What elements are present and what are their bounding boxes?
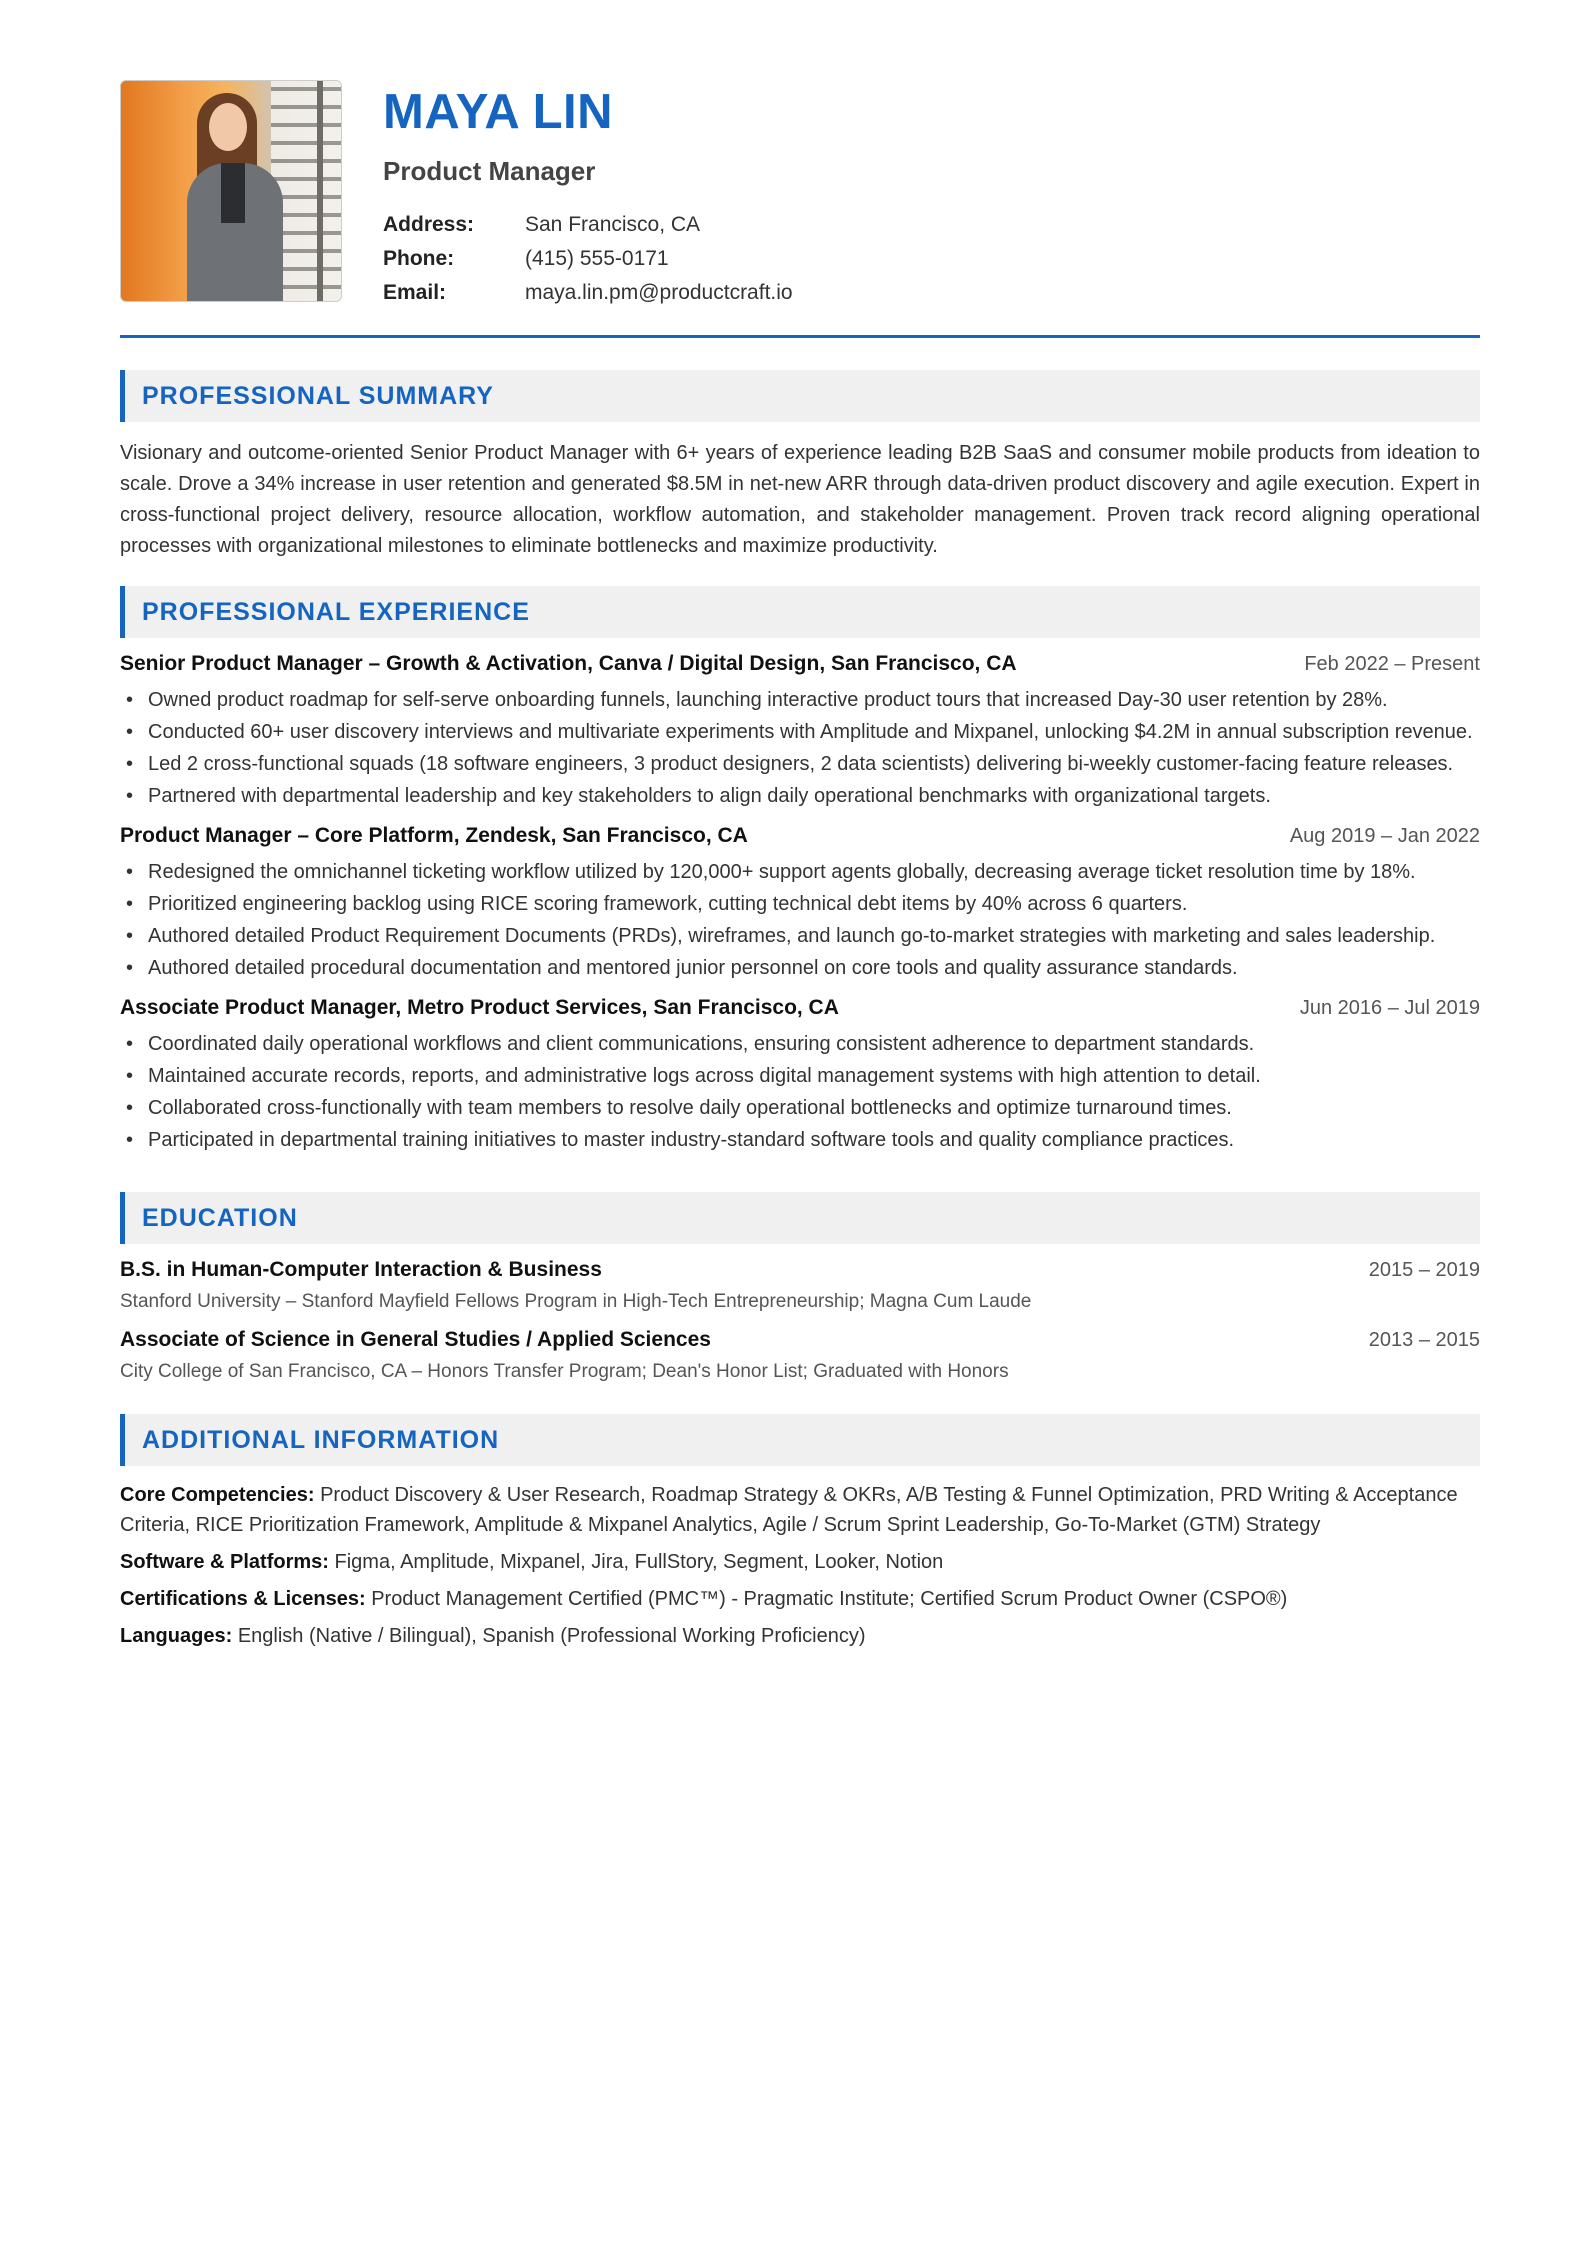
education-degree: B.S. in Human-Computer Interaction & Business	[120, 1258, 602, 1281]
additional-label: Software & Platforms:	[120, 1551, 329, 1573]
additional-item	[120, 1547, 1480, 1577]
job-bullets	[120, 1030, 1480, 1154]
job-bullets	[120, 858, 1480, 982]
additional-value: Figma, Amplitude, Mixpanel, Jira, FullStory, Segment, Looker, Notion	[334, 1551, 944, 1573]
additional-label: Certifications & Licenses:	[120, 1588, 366, 1610]
education-date: 2013 – 2015	[1368, 1329, 1480, 1351]
list-item: • Coordinated daily operational workflows and client communications, ensuring consistent adherence to department standards.	[120, 1030, 1480, 1058]
section-heading	[120, 370, 1480, 422]
contact-label: Phone:	[383, 247, 455, 270]
summary-section	[120, 370, 1480, 562]
job-entry	[120, 824, 1480, 982]
list-item: • Redesigned the omnichannel ticketing workflow utilized by 120,000+ support agents globally, decreasing average ticket resolution time by 18%.	[120, 858, 1480, 886]
section-heading	[120, 1414, 1480, 1466]
section-heading	[120, 1192, 1480, 1244]
contact-value: maya.lin.pm@productcraft.io	[525, 281, 793, 304]
additional-value: English (Native / Bilingual), Spanish (Professional Working Proficiency)	[237, 1625, 866, 1647]
additional-label: Languages:	[120, 1625, 233, 1647]
job-entry	[120, 996, 1480, 1154]
job-role: Associate Product Manager, Metro Product Services, San Francisco, CA	[120, 996, 839, 1019]
resume-header	[120, 80, 1480, 338]
job-entry	[120, 652, 1480, 810]
education-section	[120, 1192, 1480, 1386]
header-divider	[120, 335, 1480, 338]
contact-phone	[383, 242, 793, 276]
additional-section	[120, 1414, 1480, 1651]
education-entry	[120, 1328, 1480, 1386]
candidate-name: MAYA LIN	[383, 85, 614, 139]
section-heading-text: PROFESSIONAL EXPERIENCE	[142, 597, 530, 626]
additional-value: Product Discovery & User Research, Roadmap Strategy & OKRs, A/B Testing & Funnel Optimization, PRD Writing & Acceptance Criteria, RICE Prioritization Framework, Amplitude & Mixpanel Analytics, Agile / Scrum Sprint Leadership, Go-To-Market (GTM) Strategy	[120, 1484, 1458, 1536]
list-item: • Collaborated cross-functionally with team members to resolve daily operational bottlenecks and optimize turnaround times.	[120, 1094, 1480, 1122]
job-date: Aug 2019 – Jan 2022	[1289, 825, 1480, 847]
resume-page	[120, 80, 1480, 1658]
education-detail: City College of San Francisco, CA – Honors Transfer Program; Dean's Honor List; Graduated with Honors	[120, 1361, 1009, 1382]
education-date: 2015 – 2019	[1368, 1259, 1480, 1281]
profile-photo	[120, 80, 342, 302]
contact-label: Email:	[383, 281, 447, 304]
experience-section	[120, 586, 1480, 1154]
contact-value: San Francisco, CA	[525, 213, 701, 236]
section-heading	[120, 586, 1480, 638]
section-heading-text: EDUCATION	[142, 1203, 298, 1232]
list-item: • Prioritized engineering backlog using RICE scoring framework, cutting technical debt items by 40% across 6 quarters.	[120, 890, 1480, 918]
list-item: • Conducted 60+ user discovery interviews and multivariate experiments with Amplitude and Mixpanel, unlocking $4.2M in annual subscription revenue.	[120, 718, 1480, 746]
list-item: • Authored detailed Product Requirement Documents (PRDs), wireframes, and launch go-to-market strategies with marketing and sales leadership.	[120, 922, 1480, 950]
list-item: • Led 2 cross-functional squads (18 software engineers, 3 product designers, 2 data scientists) delivering bi-weekly customer-facing feature releases.	[120, 750, 1480, 778]
additional-value: Product Management Certified (PMC™) - Pragmatic Institute; Certified Scrum Product Owner (CSPO®)	[371, 1588, 1288, 1610]
contact-block	[383, 208, 793, 310]
contact-address	[383, 208, 793, 242]
list-item: • Authored detailed procedural documentation and mentored junior personnel on core tools and quality assurance standards.	[120, 954, 1480, 982]
list-item: • Owned product roadmap for self-serve onboarding funnels, launching interactive product tours that increased Day-30 user retention by 28%.	[120, 686, 1480, 714]
education-degree: Associate of Science in General Studies / Applied Sciences	[120, 1328, 711, 1351]
job-date: Jun 2016 – Jul 2019	[1299, 997, 1480, 1019]
section-heading-text: PROFESSIONAL SUMMARY	[142, 381, 494, 410]
list-item: • Maintained accurate records, reports, and administrative logs across digital management systems with high attention to detail.	[120, 1062, 1480, 1090]
additional-label: Core Competencies:	[120, 1484, 315, 1506]
additional-item	[120, 1621, 1480, 1651]
additional-item	[120, 1584, 1480, 1614]
list-item: • Participated in departmental training initiatives to master industry-standard software tools and quality compliance practices.	[120, 1126, 1480, 1154]
job-date: Feb 2022 – Present	[1304, 653, 1480, 675]
job-role: Senior Product Manager – Growth & Activation, Canva / Digital Design, San Francisco, CA	[120, 652, 1017, 675]
summary-text: Visionary and outcome-oriented Senior Product Manager with 6+ years of experience leading B2B SaaS and consumer mobile products from ideation to scale. Drove a 34% increase in user retention and generated $8.5M in net-new ARR through data-driven product discovery and agile execution. Expert in cross-functional project delivery, resource allocation, workflow automation, and stakeholder management. Proven track record aligning operational processes with organizational milestones to eliminate bottlenecks and maximize productivity.	[120, 442, 1480, 557]
section-heading-text: ADDITIONAL INFORMATION	[142, 1425, 500, 1454]
candidate-title: Product Manager	[383, 156, 596, 186]
job-bullets	[120, 686, 1480, 810]
additional-item	[120, 1480, 1480, 1540]
contact-email	[383, 276, 793, 310]
education-detail: Stanford University – Stanford Mayfield Fellows Program in High-Tech Entrepreneurship; Magna Cum Laude	[120, 1291, 1032, 1312]
contact-label: Address:	[383, 213, 475, 236]
education-entry	[120, 1258, 1480, 1316]
contact-value: (415) 555-0171	[525, 247, 669, 270]
job-role: Product Manager – Core Platform, Zendesk, San Francisco, CA	[120, 824, 748, 847]
list-item: • Partnered with departmental leadership and key stakeholders to align daily operational benchmarks with organizational targets.	[120, 782, 1480, 810]
